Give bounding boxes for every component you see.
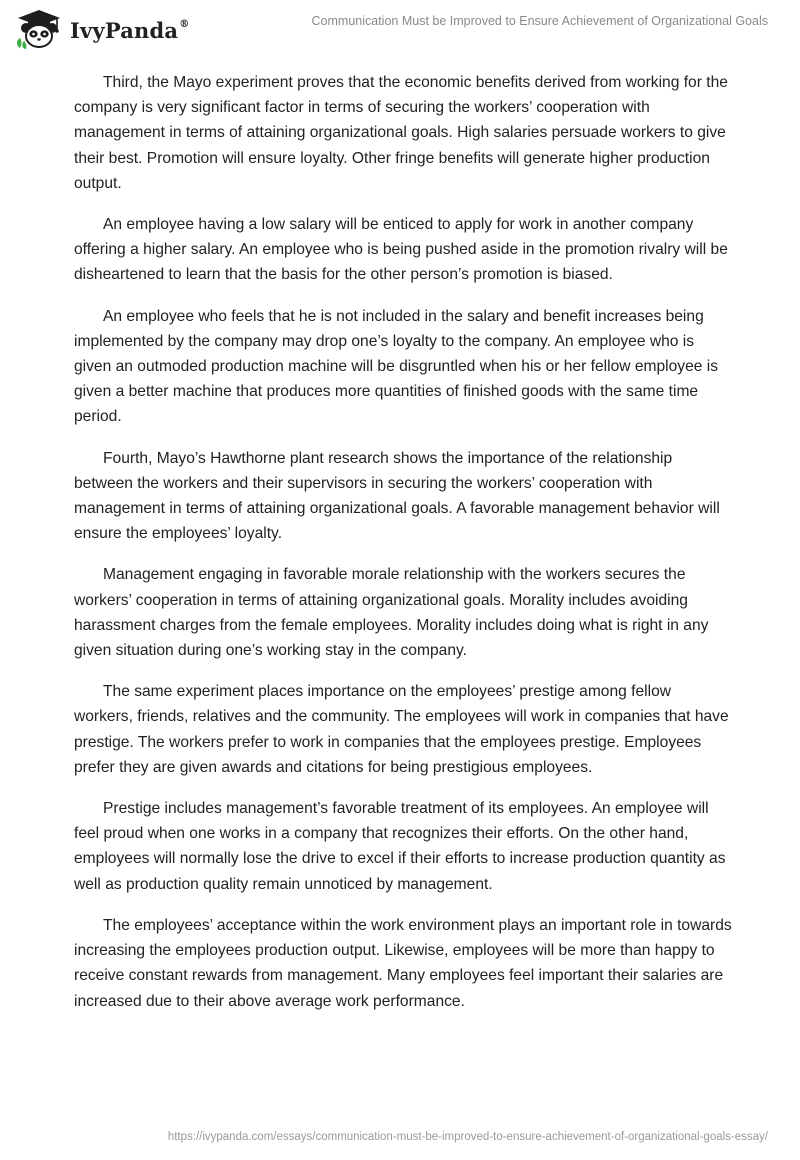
page-header <box>0 0 800 60</box>
ivypanda-logo[interactable] <box>14 8 189 50</box>
paragraph-8: The employees’ acceptance within the work environment plays an important role in towards increasing the employees production output. Likewise, employees will be more than happy to receive constant rewards from management. Many employees feel important their salaries are increased due to their above average work performance. <box>74 916 732 1010</box>
paragraph-5: Management engaging in favorable morale relationship with the workers secures the workers’ cooperation in terms of attaining organizational goals. Morality includes avoiding harassment charges from the female employees. Morality includes doing what is right in any given situation during one’s working stay in the company. <box>74 566 709 660</box>
paragraph-3: An employee who feels that he is not included in the salary and benefit increases being implemented by the company may drop one’s loyalty to the company. An employee who is given an outmoded production machine will be disgruntled when his or her fellow employee is given a better machine that produces more quantities of finished goods with the same time period. <box>74 307 719 426</box>
logo-text: IvyPanda <box>70 17 179 43</box>
paragraph-2: An employee having a low salary will be enticed to apply for work in another company offering a higher salary. An employee who is being pushed aside in the promotion rivalry will be disheartened to learn that the basis for the other person’s promotion is biased. <box>74 216 728 284</box>
document-title: Communication Must be Improved to Ensure Achievement of Organizational Goals <box>311 14 768 28</box>
source-url[interactable]: https://ivypanda.com/essays/communication-must-be-improved-to-ensure-achievement-of-organizational-goals-essay/ <box>167 1131 768 1143</box>
registered-mark: ® <box>179 18 190 30</box>
paragraph-7: Prestige includes management’s favorable treatment of its employees. An employee will feel proud when one works in a company that recognizes their efforts. On the other hand, employees will normally lose the drive to excel if their efforts to increase production quantity as well as production quality remain unnoticed by management. <box>74 800 726 893</box>
logo-wordmark <box>70 18 189 43</box>
paragraph-4: Fourth, Mayo’s Hawthorne plant research shows the importance of the relationship between the workers and their supervisors in securing the workers’ cooperation with management in terms of attaining organizational goals. A favorable management behavior will ensure the employees’ loyalty. <box>74 449 720 543</box>
essay-body <box>74 70 734 1030</box>
paragraph-6: The same experiment places importance on the employees’ prestige among fellow workers, friends, relatives and the community. The employees will work in companies that have prestige. The workers prefer to work in companies that the employees prestige. Employees prefer they are given awards and citations for being prestigious employees. <box>74 683 729 776</box>
panda-graduate-icon <box>14 8 64 50</box>
paragraph-1: Third, the Mayo experiment proves that the economic benefits derived from working for the company is very significant factor in terms of securing the workers’ cooperation with management in terms of attaining organizational goals. High salaries persuade workers to give their best. Promotion will ensure loyalty. Other fringe benefits will generate higher production output. <box>74 74 728 192</box>
